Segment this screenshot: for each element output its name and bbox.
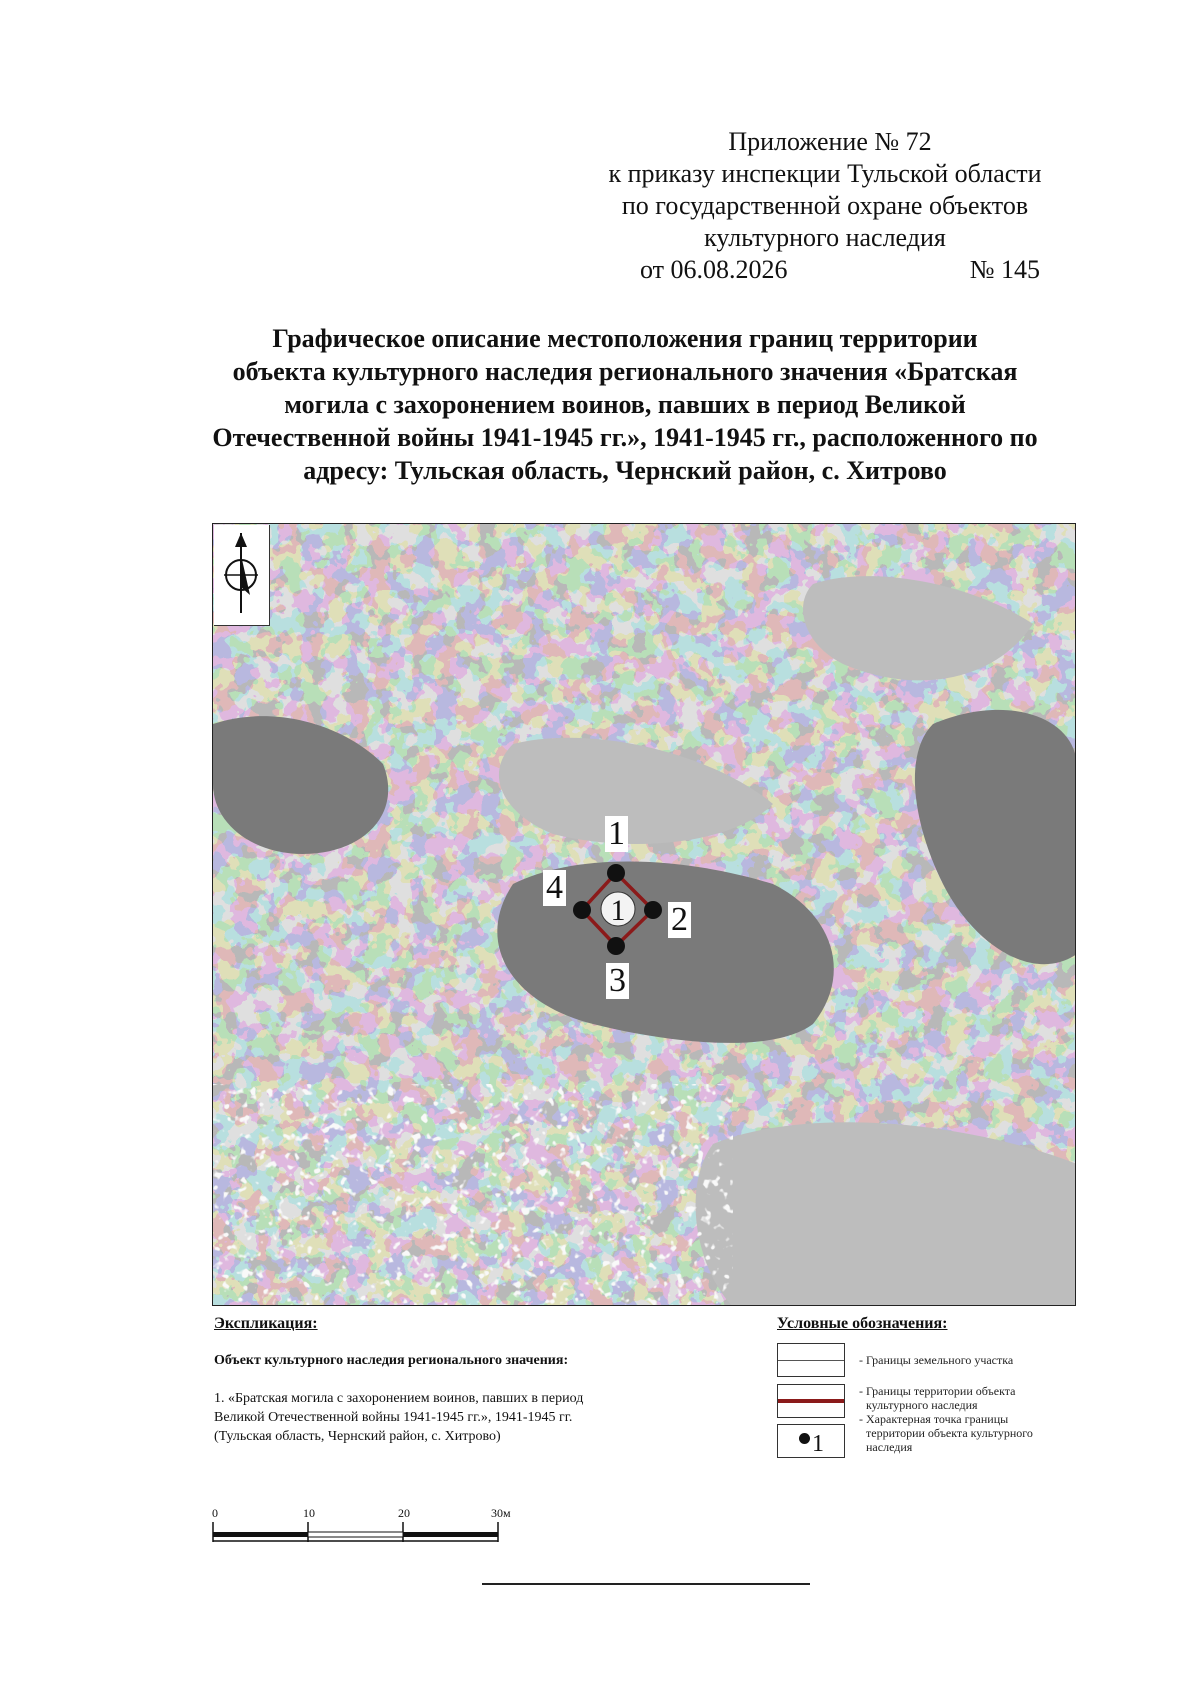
north-arrow-panel xyxy=(214,525,270,626)
boundary-point-2[interactable] xyxy=(644,901,662,919)
scale-tick-0: 0 xyxy=(212,1506,218,1520)
legend-text-heritage-boundary-1: - Границы территории объекта xyxy=(859,1384,1016,1398)
legend-text-heritage-boundary-2: культурного наследия xyxy=(866,1398,978,1412)
boundary-point-3[interactable] xyxy=(607,937,625,955)
boundary-point-1[interactable] xyxy=(607,864,625,882)
legend-symbol-heritage-boundary xyxy=(777,1384,845,1418)
scale-tick-30: 30м xyxy=(491,1506,511,1520)
north-arrow-icon xyxy=(214,525,269,625)
terrain-map xyxy=(213,524,1076,1306)
order-date: от 06.08.2026 xyxy=(640,255,788,284)
legend-text-point-1: - Характерная точка границы xyxy=(859,1412,1009,1426)
point-label-4: 4 xyxy=(543,870,566,906)
scale-tick-20: 20 xyxy=(398,1506,410,1520)
legend-symbol-point xyxy=(777,1424,845,1458)
boundary-point-4[interactable] xyxy=(573,901,591,919)
order-number: № 145 xyxy=(969,255,1040,284)
scale-tick-10: 10 xyxy=(303,1506,315,1520)
object-marker-label: 1 xyxy=(610,894,626,927)
explication-item-line-3: (Тульская область, Чернский район, с. Хитрово) xyxy=(214,1429,501,1444)
title-line-4: Отечественной войны 1941-1945 гг.», 1941-1945 гг., расположенного по xyxy=(212,423,1038,452)
title-line-1: Графическое описание местоположения границ территории xyxy=(272,324,978,353)
legend-symbol-parcel xyxy=(777,1343,845,1377)
document-end-line xyxy=(482,1583,810,1585)
document-title xyxy=(150,322,1100,487)
explication-item-line-1: 1. «Братская могила с захоронением воинов, павших в период xyxy=(214,1391,584,1406)
scale-bar xyxy=(212,1522,502,1544)
explication-item-line-2: Великой Отечественной войны 1941-1945 гг.», 1941-1945 гг. xyxy=(214,1410,573,1425)
map-canvas[interactable] xyxy=(212,523,1076,1306)
legend-heading: Условные обозначения: xyxy=(777,1315,948,1332)
appendix-header xyxy=(560,126,1160,286)
point-label-3: 3 xyxy=(606,963,629,999)
appendix-order-line: к приказу инспекции Тульской области xyxy=(608,159,1042,188)
light-field-southeast xyxy=(696,1122,1076,1306)
legend-point-number: 1 xyxy=(812,1431,824,1457)
explication-heading: Экспликация: xyxy=(214,1315,318,1332)
legend-text-point-3: наследия xyxy=(866,1440,913,1454)
legend-text-point-2: территории объекта культурного xyxy=(866,1426,1033,1440)
title-line-5: адресу: Тульская область, Чернский район, с. Хитрово xyxy=(303,456,947,485)
point-label-2: 2 xyxy=(668,902,691,938)
legend-text-parcel: - Границы земельного участка xyxy=(859,1353,1014,1367)
title-line-3: могила с захоронением воинов, павших в период Великой xyxy=(284,390,966,419)
light-speckles-southwest xyxy=(213,1084,733,1306)
explication-subheading: Объект культурного наследия регионального значения: xyxy=(214,1353,569,1368)
appendix-date-row xyxy=(560,254,1090,286)
appendix-heritage-line: культурного наследия xyxy=(704,223,946,252)
title-line-2: объекта культурного наследия регионального значения «Братская xyxy=(232,357,1018,386)
appendix-number: Приложение № 72 xyxy=(728,127,932,156)
point-label-1: 1 xyxy=(605,816,628,852)
appendix-inspection-line: по государственной охране объектов xyxy=(621,191,1029,220)
